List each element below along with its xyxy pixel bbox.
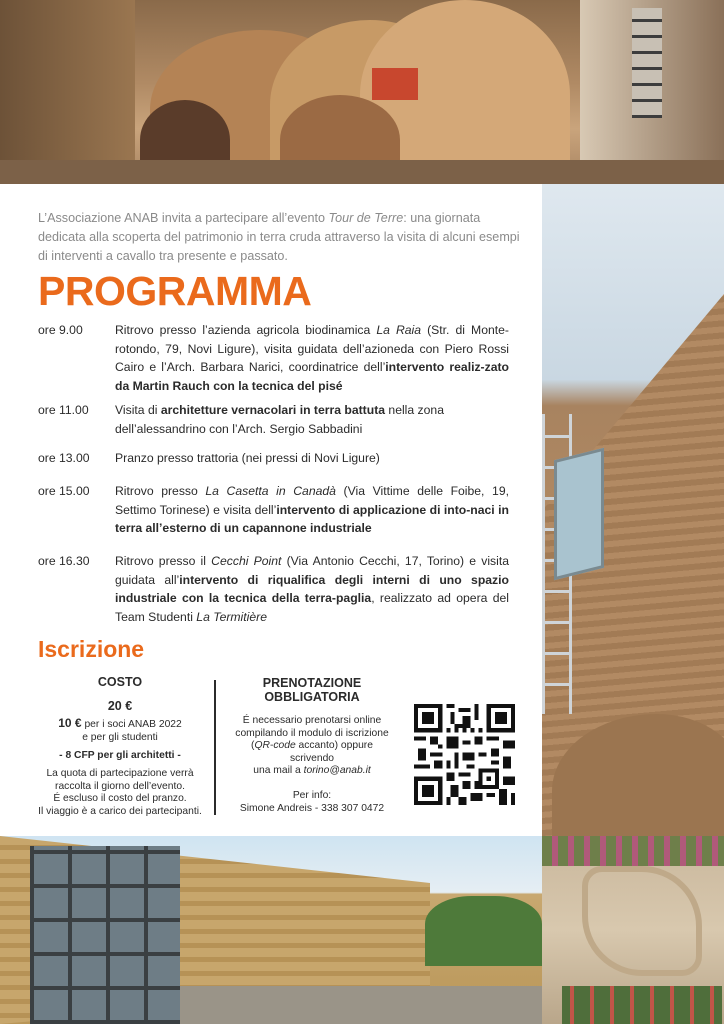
contact-info: Per info: Simone Andreis - 338 307 0472 <box>239 789 385 814</box>
intro-paragraph: L’Associazione ANAB invita a partecipare all’evento Tour de Terre: una giornata dedicata alla scoperta del patrimonio in terra cruda attraverso la visita di alcuni esempi di interventi a cavallo tra presente e passato. <box>38 211 520 263</box>
qr-code-icon[interactable] <box>414 704 515 805</box>
program-time: ore 11.00 <box>38 403 89 417</box>
photo-rammed-earth-building <box>0 836 542 1024</box>
registration-title: Iscrizione <box>38 636 145 662</box>
cost-section <box>30 676 210 818</box>
cost-heading: COSTO <box>97 675 143 689</box>
cfp-note: - 8 CFP per gli architetti - <box>59 750 181 762</box>
email-link[interactable]: torino@anab.it <box>303 765 371 777</box>
full-price: 20 € <box>107 698 133 713</box>
program-time: ore 15.00 <box>38 484 90 498</box>
column-divider <box>214 680 216 815</box>
booking-section <box>228 676 396 815</box>
program-time: ore 9.00 <box>38 323 83 337</box>
program-time: ore 16.30 <box>38 554 90 568</box>
program-description: Ritrovo presso La Casetta in Canadà (Via Vittime delle Foibe, 19, Settimo Torinese) e visita dell’intervento di applicazione di into-naci in terra all’esterno di un capannone industriale <box>115 484 509 536</box>
photo-earthen-interior <box>0 0 724 184</box>
program-description: Ritrovo presso l’azienda agricola biodinamica La Raia (Str. di Monte-rotondo, 79, Novi Ligure), visita guidata dell’azioneda con Piero Rossi Cairo e l’Arch. Barbara Narici, coordinatrice dell’intervento realiz-zato da Martin Rauch con la tecnica del pisé <box>115 323 509 393</box>
booking-instructions: É necessario prenotarsi online compilando il modulo di iscrizione (QR-code accanto) oppure scrivendo una mail a torino@anab.it <box>235 715 389 777</box>
photo-rammed-earth-wall <box>542 184 724 836</box>
program-description: Visita di architetture vernacolari in terra battuta nella zona dell’alessandrino con l’Arch. Sergio Sabbadini <box>115 403 444 436</box>
photo-earth-relief-wall <box>542 836 724 1024</box>
event-name: Tour de Terre <box>328 211 404 225</box>
reduced-price-note: 10 € per i soci ANAB 2022 e per gli studenti <box>58 716 182 743</box>
payment-note: La quota di partecipazione verrà raccolta il giorno dell’evento. É escluso il costo del pranzo. Il viaggio è a carico dei partecipanti. <box>38 767 202 817</box>
program-description: Pranzo presso trattoria (nei pressi di Novi Ligure) <box>115 451 380 465</box>
program-description: Ritrovo presso il Cecchi Point (Via Antonio Cecchi, 17, Torino) e visita guidata all’intervento di riqualifica degli interni di uno spazio industriale con la tecnica della terra-paglia, realizzato ad opera del Team Studenti La Termitière <box>115 554 509 624</box>
program-title: PROGRAMMA <box>38 268 312 314</box>
program-time: ore 13.00 <box>38 451 90 465</box>
booking-heading: PRENOTAZIONE OBBLIGATORIA <box>262 676 362 704</box>
